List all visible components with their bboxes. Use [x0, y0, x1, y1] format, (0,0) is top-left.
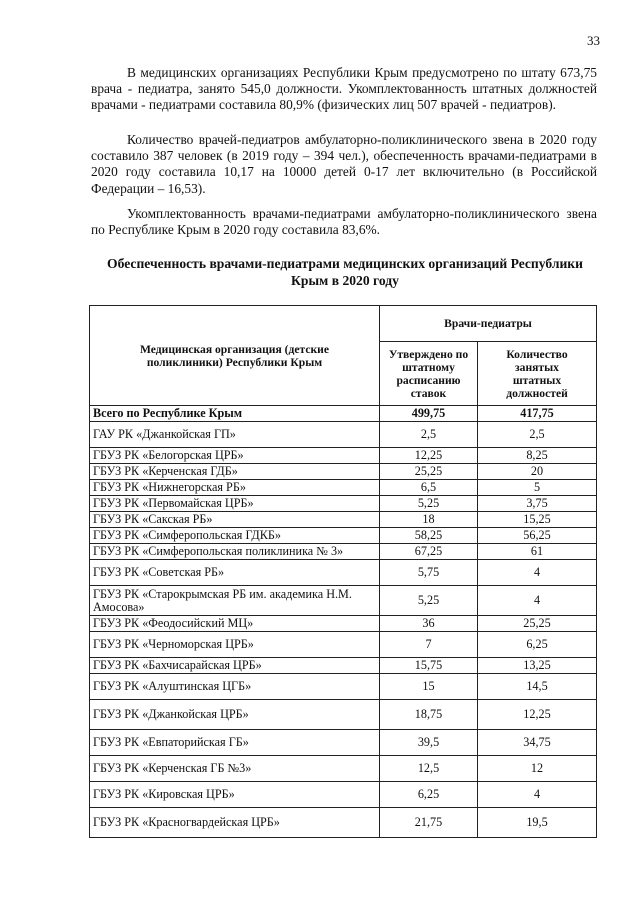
- table-row: [90, 560, 597, 586]
- org-cell: ГБУЗ РК «Кировская ЦРБ»: [90, 782, 380, 808]
- approved-cell: 7: [380, 632, 478, 658]
- approved-cell: 25,25: [380, 464, 478, 480]
- org-cell: ГБУЗ РК «Феодосийский МЦ»: [90, 616, 380, 632]
- occupied-cell: 12,25: [478, 700, 597, 730]
- org-cell: Всего по Республике Крым: [90, 406, 380, 422]
- table-body: [90, 406, 597, 838]
- occupied-cell: 13,25: [478, 658, 597, 674]
- paragraph-outpatient-count: [91, 132, 597, 197]
- occupied-cell: 417,75: [478, 406, 597, 422]
- occupied-cell: 4: [478, 560, 597, 586]
- occupied-cell: 15,25: [478, 512, 597, 528]
- org-cell: ГБУЗ РК «Черноморская ЦРБ»: [90, 632, 380, 658]
- org-cell: ГАУ РК «Джанкойская ГП»: [90, 422, 380, 448]
- occupied-cell: 4: [478, 782, 597, 808]
- approved-cell: 21,75: [380, 808, 478, 838]
- page-number: 33: [587, 33, 600, 48]
- paragraph-staffing: [91, 65, 597, 114]
- approved-cell: 18: [380, 512, 478, 528]
- table-row: [90, 422, 597, 448]
- org-cell: ГБУЗ РК «Первомайская ЦРБ»: [90, 496, 380, 512]
- approved-cell: 67,25: [380, 544, 478, 560]
- approved-cell: 6,5: [380, 480, 478, 496]
- table-row: [90, 782, 597, 808]
- paragraph-outpatient-count-text: Количество врачей-педиатров амбулаторно-поликлинического звена в 2020 году составило 387 человек (в 2019 году – 394 чел.), обеспеченность врачами-педиатрами в 2020 году составила 10,17 на 10000 детей 0-17 лет включительно (в Российской Федерации – 16,53).: [91, 132, 597, 196]
- org-cell: ГБУЗ РК «Сакская РБ»: [90, 512, 380, 528]
- occupied-cell: 20: [478, 464, 597, 480]
- org-cell: ГБУЗ РК «Керченская ГБ №3»: [90, 756, 380, 782]
- table-row: [90, 658, 597, 674]
- table-row: [90, 632, 597, 658]
- org-cell: ГБУЗ РК «Симферопольская ГДКБ»: [90, 528, 380, 544]
- org-cell: ГБУЗ РК «Бахчисарайская ЦРБ»: [90, 658, 380, 674]
- table-row: [90, 756, 597, 782]
- paragraph-outpatient-staffing: [91, 206, 597, 238]
- table-row: [90, 586, 597, 616]
- occupied-cell: 14,5: [478, 674, 597, 700]
- org-cell: ГБУЗ РК «Старокрымская РБ им. академика Н.М. Амосова»: [90, 586, 380, 616]
- header-approved: Утверждено по штатному расписанию ставок: [380, 342, 478, 406]
- approved-cell: 15: [380, 674, 478, 700]
- pediatricians-table: [89, 305, 597, 838]
- occupied-cell: 6,25: [478, 632, 597, 658]
- table-row: [90, 496, 597, 512]
- occupied-cell: 8,25: [478, 448, 597, 464]
- table-row: [90, 480, 597, 496]
- approved-cell: 5,25: [380, 496, 478, 512]
- occupied-cell: 2,5: [478, 422, 597, 448]
- approved-cell: 36: [380, 616, 478, 632]
- org-cell: ГБУЗ РК «Симферопольская поликлиника № 3»: [90, 544, 380, 560]
- occupied-cell: 56,25: [478, 528, 597, 544]
- org-cell: ГБУЗ РК «Красногвардейская ЦРБ»: [90, 808, 380, 838]
- table-row: [90, 406, 597, 422]
- table-row: [90, 464, 597, 480]
- paragraph-outpatient-staffing-text: Укомплектованность врачами-педиатрами амбулаторно-поликлинического звена по Республике Крым в 2020 году составила 83,6%.: [91, 206, 597, 238]
- approved-cell: 499,75: [380, 406, 478, 422]
- org-cell: ГБУЗ РК «Керченская ГДБ»: [90, 464, 380, 480]
- org-cell: ГБУЗ РК «Белогорская ЦРБ»: [90, 448, 380, 464]
- paragraph-staffing-text: В медицинских организациях Республики Крым предусмотрено по штату 673,75 врача - педиатра, занято 545,0 должности. Укомплектованность штатных должностей врачами - педиатрами составила 80,9% (физических лиц 507 врачей - педиатров).: [91, 65, 597, 113]
- org-cell: ГБУЗ РК «Евпаторийская ГБ»: [90, 730, 380, 756]
- occupied-cell: 5: [478, 480, 597, 496]
- occupied-cell: 4: [478, 586, 597, 616]
- occupied-cell: 12: [478, 756, 597, 782]
- approved-cell: 5,25: [380, 586, 478, 616]
- table-row: [90, 448, 597, 464]
- approved-cell: 15,75: [380, 658, 478, 674]
- table-title: Обеспеченность врачами-педиатрами медицинских организаций Республики Крым в 2020 году: [107, 256, 583, 288]
- occupied-cell: 3,75: [478, 496, 597, 512]
- table-row: [90, 616, 597, 632]
- occupied-cell: 61: [478, 544, 597, 560]
- org-cell: ГБУЗ РК «Алуштинская ЦГБ»: [90, 674, 380, 700]
- approved-cell: 39,5: [380, 730, 478, 756]
- table-row: [90, 808, 597, 838]
- approved-cell: 12,5: [380, 756, 478, 782]
- header-org: Медицинская организация (детские поликлиники) Республики Крым: [90, 306, 380, 406]
- approved-cell: 58,25: [380, 528, 478, 544]
- table-row: [90, 674, 597, 700]
- header-group: Врачи-педиатры: [380, 306, 597, 342]
- table-row: [90, 512, 597, 528]
- approved-cell: 5,75: [380, 560, 478, 586]
- header-occupied: Количество занятых штатных должностей: [478, 342, 597, 406]
- occupied-cell: 34,75: [478, 730, 597, 756]
- approved-cell: 12,25: [380, 448, 478, 464]
- table-row: [90, 528, 597, 544]
- occupied-cell: 19,5: [478, 808, 597, 838]
- org-cell: ГБУЗ РК «Нижнегорская РБ»: [90, 480, 380, 496]
- approved-cell: 2,5: [380, 422, 478, 448]
- table-header: [90, 306, 597, 406]
- org-cell: ГБУЗ РК «Советская РБ»: [90, 560, 380, 586]
- table-row: [90, 730, 597, 756]
- table-row: [90, 700, 597, 730]
- occupied-cell: 25,25: [478, 616, 597, 632]
- org-cell: ГБУЗ РК «Джанкойская ЦРБ»: [90, 700, 380, 730]
- approved-cell: 18,75: [380, 700, 478, 730]
- approved-cell: 6,25: [380, 782, 478, 808]
- table-row: [90, 544, 597, 560]
